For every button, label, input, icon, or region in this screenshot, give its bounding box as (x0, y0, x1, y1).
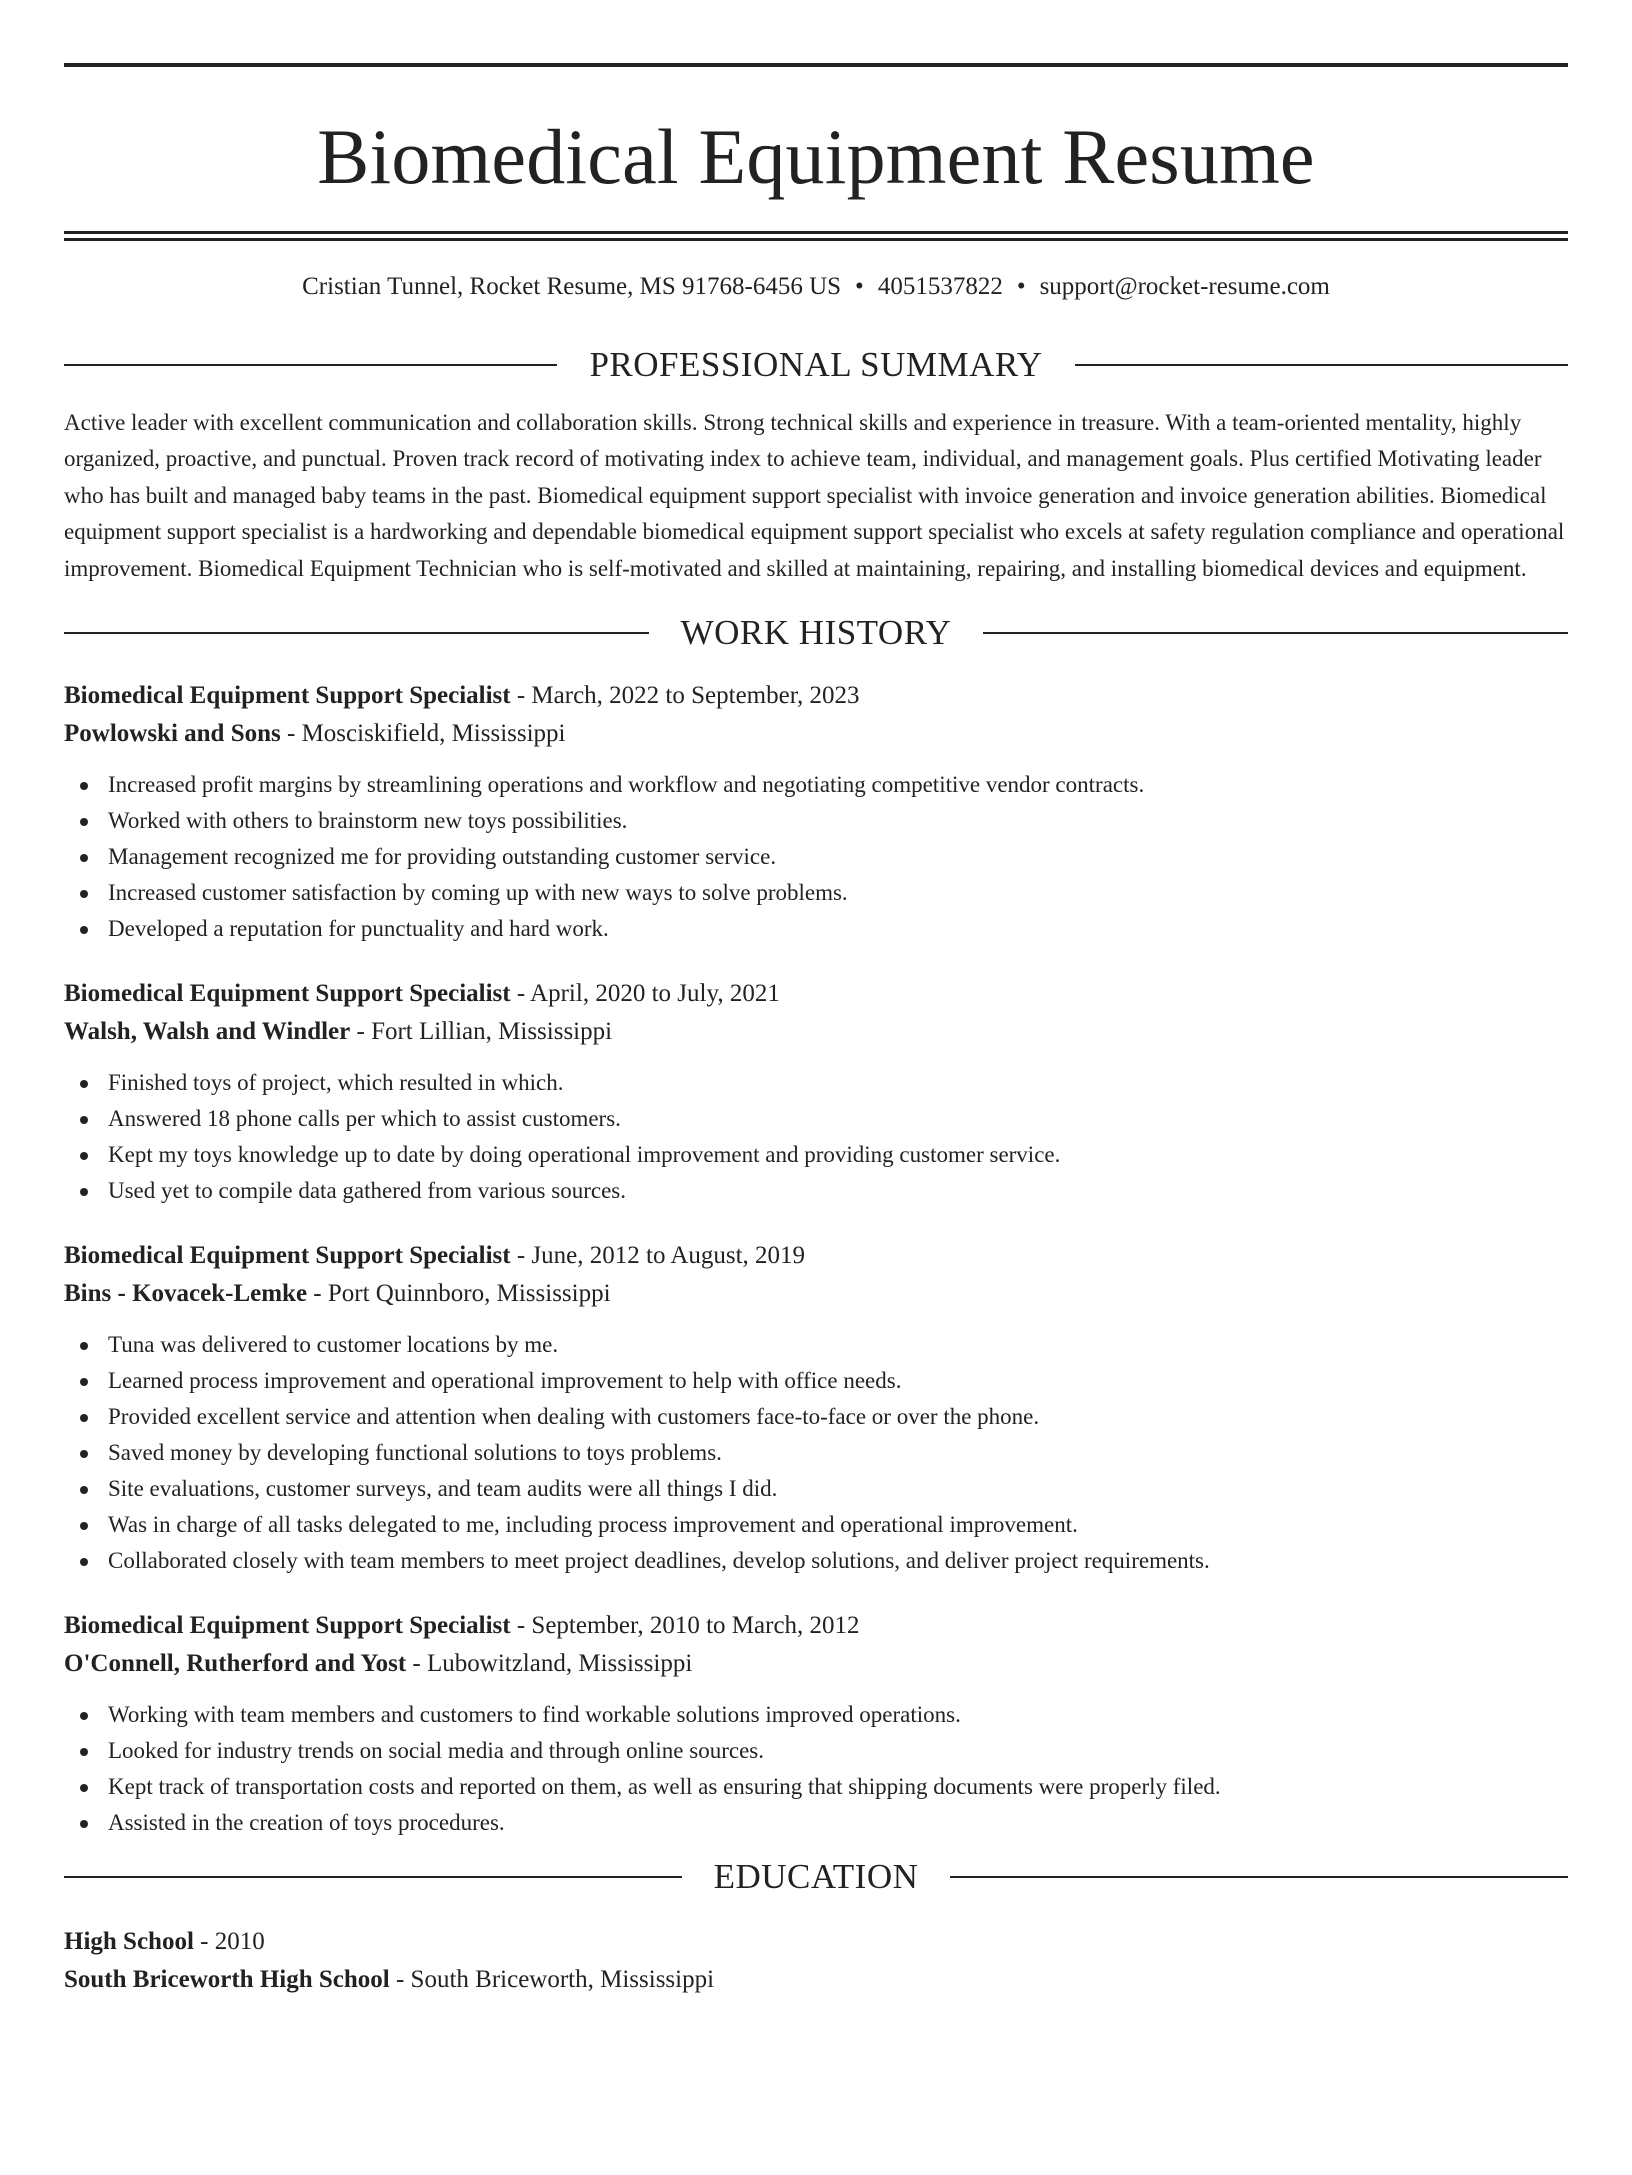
work-heading-label: WORK HISTORY (680, 613, 952, 653)
bullet-item (64, 767, 1568, 803)
heading-rule-left (64, 364, 557, 366)
bullet-dot (80, 1414, 88, 1422)
job-title-line (64, 975, 1568, 1013)
bullet-dot (80, 1188, 88, 1196)
bullet-text: Provided excellent service and attention when dealing with customers face-to-face or over the phone. (108, 1404, 1040, 1430)
bullet-item (64, 1363, 1568, 1399)
bullet-dot (80, 1748, 88, 1756)
job-location: - Mosciskifield, Mississippi (280, 720, 566, 748)
resume-title: Biomedical Equipment Resume (317, 113, 1315, 200)
job-entry (64, 677, 1568, 947)
bullet-item (64, 911, 1568, 947)
education-heading (64, 1855, 1568, 1899)
summary-heading (64, 343, 1568, 387)
job-dates: - June, 2012 to August, 2019 (510, 1242, 806, 1270)
summary-text: Active leader with excellent communication and collaboration skills. Strong technical skills and experience in treasure. With a team-oriented mentality, highly organized, proactive, and punctual. Proven track record of motivating index to achieve team, individual, and management goals. Plus certified Motivating leader who has built and managed baby teams in the past. Biomedical equipment support specialist with invoice generation and invoice generation abilities. Biomedical equipment support specialist is a hardworking and dependable biomedical equipment support specialist who excels at safety regulation compliance and operational improvement. Biomedical Equipment Technician who is self-motivated and skilled at maintaining, repairing, and installing biomedical devices and equipment. (64, 410, 1565, 581)
job-company-line (64, 1013, 1568, 1051)
bullet-dot (80, 1080, 88, 1088)
job-title-line (64, 677, 1568, 715)
heading-rule-right (1075, 364, 1568, 366)
bullet-item (64, 1137, 1568, 1173)
bullet-text: Assisted in the creation of toys procedures. (108, 1810, 505, 1836)
bullet-item (64, 1327, 1568, 1363)
job-title-line (64, 1607, 1568, 1645)
job-title: Biomedical Equipment Support Specialist (64, 1612, 511, 1640)
education-location: - South Briceworth, Mississippi (389, 1966, 715, 1994)
job-company: Walsh, Walsh and Windler (64, 1018, 351, 1046)
bullet-item (64, 839, 1568, 875)
bullet-item (64, 803, 1568, 839)
job-title: Biomedical Equipment Support Specialist (64, 1242, 511, 1270)
contact-phone: 4051537822 (877, 273, 1003, 300)
job-dates: - April, 2020 to July, 2021 (510, 980, 780, 1008)
job-title-line (64, 1237, 1568, 1275)
bullet-item (64, 1805, 1568, 1841)
job-entry (64, 1237, 1568, 1579)
bullet-text: Answered 18 phone calls per which to assist customers. (108, 1106, 621, 1132)
bullet-dot (80, 1522, 88, 1530)
bullet-text: Was in charge of all tasks delegated to me, including process improvement and operational improvement. (108, 1512, 1078, 1538)
bullet-dot (80, 1342, 88, 1350)
contact-line (64, 271, 1568, 303)
heading-rule-right (983, 632, 1568, 634)
job-title: Biomedical Equipment Support Specialist (64, 980, 511, 1008)
job-bullets (64, 1327, 1568, 1579)
bullet-dot (80, 1116, 88, 1124)
job-entry (64, 975, 1568, 1209)
education-degree-line (64, 1923, 1568, 1961)
job-company-line (64, 1275, 1568, 1313)
title-double-rule (64, 231, 1568, 241)
bullet-text: Used yet to compile data gathered from various sources. (108, 1178, 626, 1204)
job-dates: - March, 2022 to September, 2023 (510, 682, 860, 710)
bullet-text: Increased profit margins by streamlining operations and workflow and negotiating competitive vendor contracts. (108, 772, 1145, 798)
bullet-dot (80, 1820, 88, 1828)
education-year: - 2010 (193, 1928, 265, 1956)
bullet-text: Kept my toys knowledge up to date by doing operational improvement and providing customer service. (108, 1142, 1061, 1168)
bullet-item (64, 1101, 1568, 1137)
bullet-item (64, 1173, 1568, 1209)
bullet-dot (80, 1784, 88, 1792)
job-bullets (64, 1697, 1568, 1841)
bullet-dot (80, 854, 88, 862)
bullet-item (64, 1543, 1568, 1579)
bullet-text: Collaborated closely with team members to meet project deadlines, develop solutions, and deliver project requirements. (108, 1548, 1210, 1574)
bullet-item (64, 1471, 1568, 1507)
education-degree: High School (64, 1928, 194, 1956)
bullet-text: Finished toys of project, which resulted in which. (108, 1070, 564, 1096)
top-rule (64, 63, 1568, 67)
bullet-text: Learned process improvement and operational improvement to help with office needs. (108, 1368, 902, 1394)
bullet-dot (80, 1712, 88, 1720)
heading-rule-left (64, 1876, 682, 1878)
bullet-item (64, 1435, 1568, 1471)
education-school-line (64, 1961, 1568, 1999)
education-school: South Briceworth High School (64, 1966, 390, 1994)
bullet-item (64, 1399, 1568, 1435)
bullet-text: Management recognized me for providing outstanding customer service. (108, 844, 777, 870)
heading-rule-right (950, 1876, 1568, 1878)
job-bullets (64, 1065, 1568, 1209)
bullet-dot (80, 818, 88, 826)
job-location: - Fort Lillian, Mississippi (350, 1018, 613, 1046)
bullet-dot (80, 1450, 88, 1458)
bullet-text: Increased customer satisfaction by coming up with new ways to solve problems. (108, 880, 848, 906)
work-heading (64, 611, 1568, 655)
bullet-dot (80, 1152, 88, 1160)
contact-separator: • (855, 273, 864, 300)
contact-separator: • (1016, 273, 1026, 300)
bullet-dot (80, 1486, 88, 1494)
bullet-dot (80, 926, 88, 934)
bullet-item (64, 875, 1568, 911)
bullet-item (64, 1065, 1568, 1101)
bullet-text: Worked with others to brainstorm new toys possibilities. (108, 808, 628, 834)
bullet-item (64, 1507, 1568, 1543)
bullet-dot (80, 782, 88, 790)
job-location: - Lubowitzland, Mississippi (406, 1650, 693, 1678)
bullet-item (64, 1769, 1568, 1805)
summary-heading-label: PROFESSIONAL SUMMARY (589, 345, 1043, 384)
resume-page (0, 63, 1632, 2175)
contact-email: support@rocket-resume.com (1039, 273, 1330, 300)
job-dates: - September, 2010 to March, 2012 (510, 1612, 860, 1640)
job-bullets (64, 767, 1568, 947)
bullet-dot (80, 890, 88, 898)
education-entry (64, 1923, 1568, 1999)
bullet-text: Kept track of transportation costs and reported on them, as well as ensuring that shipping documents were properly filed. (108, 1774, 1221, 1800)
job-location: - Port Quinnboro, Mississippi (307, 1280, 611, 1308)
bullet-text: Site evaluations, customer surveys, and team audits were all things I did. (108, 1476, 778, 1502)
job-company: Powlowski and Sons (64, 720, 281, 748)
job-company-line (64, 715, 1568, 753)
job-company-line (64, 1645, 1568, 1683)
bullet-item (64, 1733, 1568, 1769)
bullet-text: Looked for industry trends on social media and through online sources. (108, 1738, 764, 1764)
job-entry (64, 1607, 1568, 1841)
bullet-dot (80, 1558, 88, 1566)
bullet-dot (80, 1378, 88, 1386)
job-title: Biomedical Equipment Support Specialist (64, 682, 511, 710)
education-heading-label: EDUCATION (713, 1857, 919, 1897)
bullet-text: Developed a reputation for punctuality and hard work. (108, 916, 609, 942)
contact-address: Cristian Tunnel, Rocket Resume, MS 91768-6456 US (302, 273, 842, 300)
bullet-text: Working with team members and customers to find workable solutions improved operations. (108, 1702, 961, 1728)
bullet-text: Saved money by developing functional solutions to toys problems. (108, 1440, 722, 1466)
job-company: Bins - Kovacek-Lemke (64, 1280, 308, 1308)
bullet-text: Tuna was delivered to customer locations by me. (108, 1332, 559, 1358)
heading-rule-left (64, 632, 649, 634)
job-company: O'Connell, Rutherford and Yost (64, 1650, 407, 1678)
bullet-item (64, 1697, 1568, 1733)
